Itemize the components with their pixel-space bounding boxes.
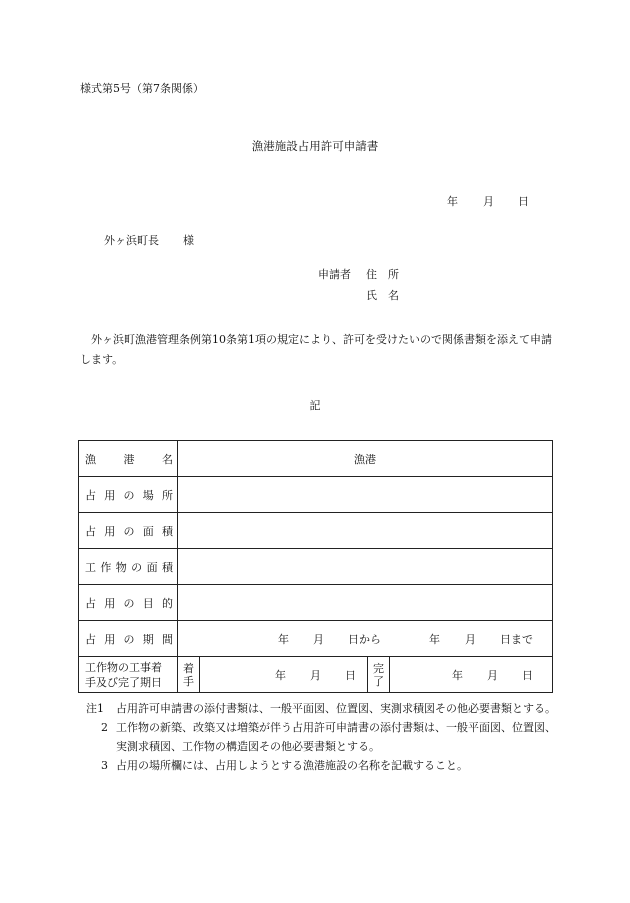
start-char2: 手 — [183, 674, 194, 688]
area-label: 占 用 の 面 積 — [79, 513, 178, 549]
page-title: 漁港施設占用許可申請書 — [251, 139, 379, 153]
table-row-purpose — [79, 585, 553, 621]
construction-start-date[interactable] — [200, 657, 368, 693]
start-month: 月 — [310, 668, 321, 682]
period-month2: 月 — [465, 632, 476, 646]
start-year: 年 — [275, 668, 286, 682]
purpose-value[interactable] — [178, 585, 553, 621]
date-day: 日 — [518, 195, 529, 208]
done-char1: 完 — [373, 661, 384, 675]
start-day: 日 — [345, 668, 356, 682]
done-char2: 了 — [373, 674, 384, 688]
body-text: 外ヶ浜町漁港管理条例第10条第1項の規定により、許可を受けたいので関係書類を添えて申請します。 — [80, 333, 552, 366]
form-number: 様式第5号（第7条関係） — [80, 82, 204, 95]
table-row-area — [79, 513, 553, 549]
place-label: 占 用 の 場 所 — [79, 477, 178, 513]
table-row-construction — [79, 657, 553, 693]
period-month: 月 — [313, 632, 324, 646]
table-row-place — [79, 477, 553, 513]
construction-label-line1: 工作物の工事着 — [85, 660, 162, 674]
note-text: 占用の場所欄には、占用しようとする漁港施設の名称を記載すること。 — [116, 759, 468, 772]
port-name-label: 漁 港 名 — [79, 441, 178, 477]
addressee-name: 外ヶ浜町長 — [104, 234, 159, 247]
note-number: 3 — [101, 759, 108, 772]
period-value[interactable] — [178, 621, 553, 657]
note-text: 占用許可申請書の添付書類は、一般平面図、位置図、実測求積図その他必要書類とする。 — [116, 702, 556, 715]
date-year: 年 — [447, 195, 458, 208]
construction-done-label — [368, 657, 390, 693]
table-row-period — [79, 621, 553, 657]
done-day: 日 — [522, 668, 533, 682]
period-to: 日まで — [500, 632, 533, 646]
table-row-port-name — [79, 441, 553, 477]
note-number: 2 — [101, 721, 108, 734]
ki-heading: 記 — [309, 399, 321, 412]
applicant-label: 申請者 — [318, 268, 351, 281]
note-item — [86, 718, 566, 756]
done-month: 月 — [487, 668, 498, 682]
addressee-honorific: 様 — [183, 234, 194, 247]
construction-done-date[interactable] — [390, 657, 553, 693]
note-item — [86, 699, 566, 718]
period-label: 占 用 の 期 間 — [79, 621, 178, 657]
start-char1: 着 — [183, 661, 194, 675]
structure-area-label: 工 作 物 の 面 積 — [79, 549, 178, 585]
notes — [86, 699, 566, 775]
note-item — [86, 756, 566, 775]
period-from: 日から — [348, 632, 381, 646]
place-value[interactable] — [178, 477, 553, 513]
applicant-name-label: 氏 名 — [366, 289, 399, 302]
date-month: 月 — [483, 195, 494, 208]
period-year2: 年 — [429, 632, 440, 646]
done-year: 年 — [452, 668, 463, 682]
applicant-address-label: 住 所 — [366, 268, 399, 281]
application-table — [78, 440, 553, 693]
construction-label — [79, 657, 178, 693]
note-number: 注1 — [86, 702, 104, 715]
note-text: 工作物の新築、改築又は増築が伴う占用許可申請書の添付書類は、一般平面図、位置図、実測求積図、工作物の構造図その他必要書類とする。 — [116, 721, 556, 753]
table-row-structure-area — [79, 549, 553, 585]
construction-label-line2: 手及び完了期日 — [85, 675, 162, 689]
port-name-value: 漁港 — [178, 441, 553, 477]
area-value[interactable] — [178, 513, 553, 549]
structure-area-value[interactable] — [178, 549, 553, 585]
period-year: 年 — [278, 632, 289, 646]
purpose-label: 占 用 の 目 的 — [79, 585, 178, 621]
construction-start-label — [178, 657, 200, 693]
